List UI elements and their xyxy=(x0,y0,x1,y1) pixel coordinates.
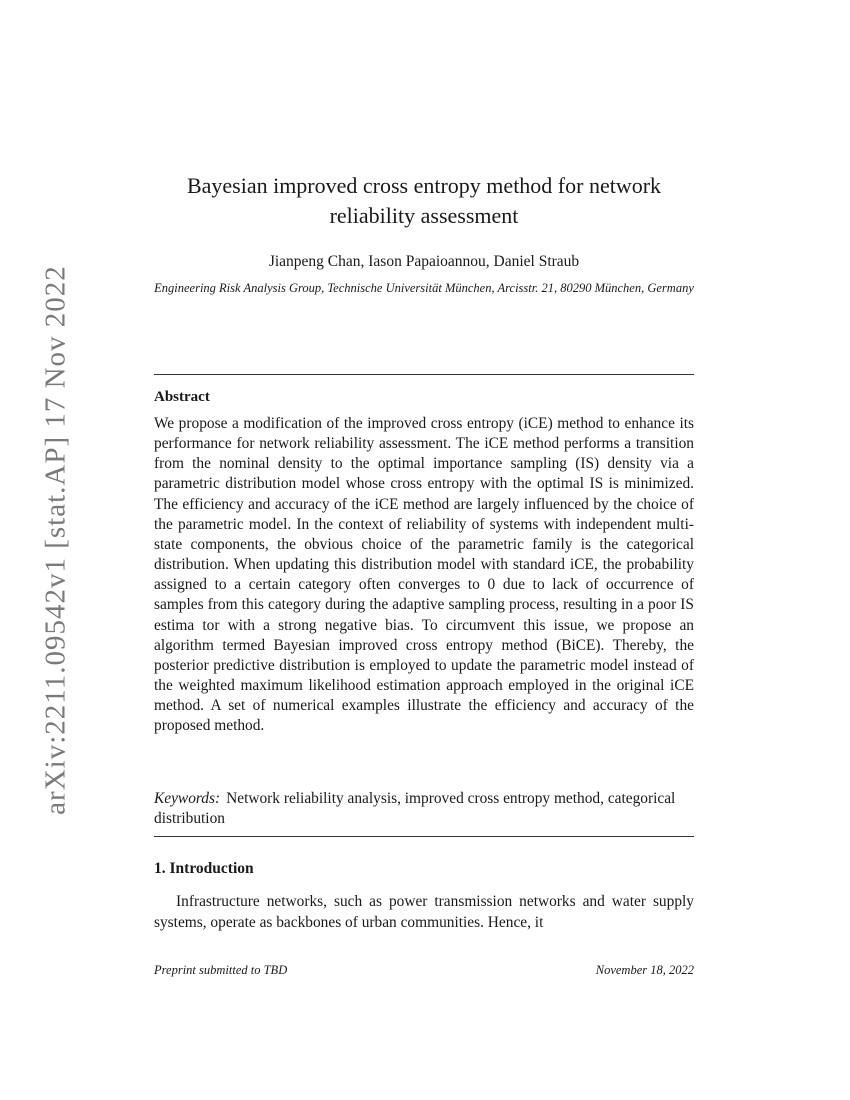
preprint-date: November 18, 2022 xyxy=(595,963,694,977)
affiliation: Engineering Risk Analysis Group, Technische Universität München, Arcisstr. 21, 80290 München, Germany xyxy=(154,281,694,295)
section-heading-introduction: 1. Introduction xyxy=(154,860,254,877)
abstract-bottom-rule xyxy=(154,836,694,837)
arxiv-identifier-stamp: arXiv:2211.09542v1 [stat.AP] 17 Nov 2022 xyxy=(39,265,72,815)
abstract-top-rule xyxy=(154,374,694,375)
abstract-heading: Abstract xyxy=(154,389,210,405)
abstract-text: We propose a modification of the improved cross entropy (iCE) method to enhance its performance for network reliability assessment. The iCE method performs a transition from the nominal density to the optimal importance sampling (IS) density via a parametric distribution model whose cross entropy with the optimal IS is minimized. The efficiency and accuracy of the iCE method are largely influenced by the choice of the parametric model. In the context of reliability of systems with independent multi-state components, the obvious choice of the parametric family is the categorical distribution. When updating this distribution model with standard iCE, the probability assigned to a certain category often converges to 0 due to lack of occurrence of samples from this category during the adaptive sampling process, resulting in a poor IS estima tor with a strong negative bias. To circumvent this issue, we propose an algorithm termed Bayesian improved cross entropy method (BiCE). Thereby, the posterior predictive distribution is employed to update the parametric model instead of the weighted maximum likelihood estimation approach employed in the original iCE method. A set of numerical examples illustrate the efficiency and accuracy of the proposed method. xyxy=(154,415,694,735)
author-list: Jianpeng Chan, Iason Papaioannou, Daniel Straub xyxy=(268,253,580,270)
keywords xyxy=(154,789,694,829)
keywords-text: Network reliability analysis, improved cross entropy method, categorical distribution xyxy=(154,790,676,827)
preprint-note: Preprint submitted to TBD xyxy=(154,963,288,977)
introduction-text: Infrastructure networks, such as power transmission networks and water supply systems, operate as backbones of urban communities. Hence, it xyxy=(154,893,694,931)
paper-title: Bayesian improved cross entropy method for network reliability assessment xyxy=(186,173,662,228)
keywords-label: Keywords: xyxy=(154,790,221,807)
